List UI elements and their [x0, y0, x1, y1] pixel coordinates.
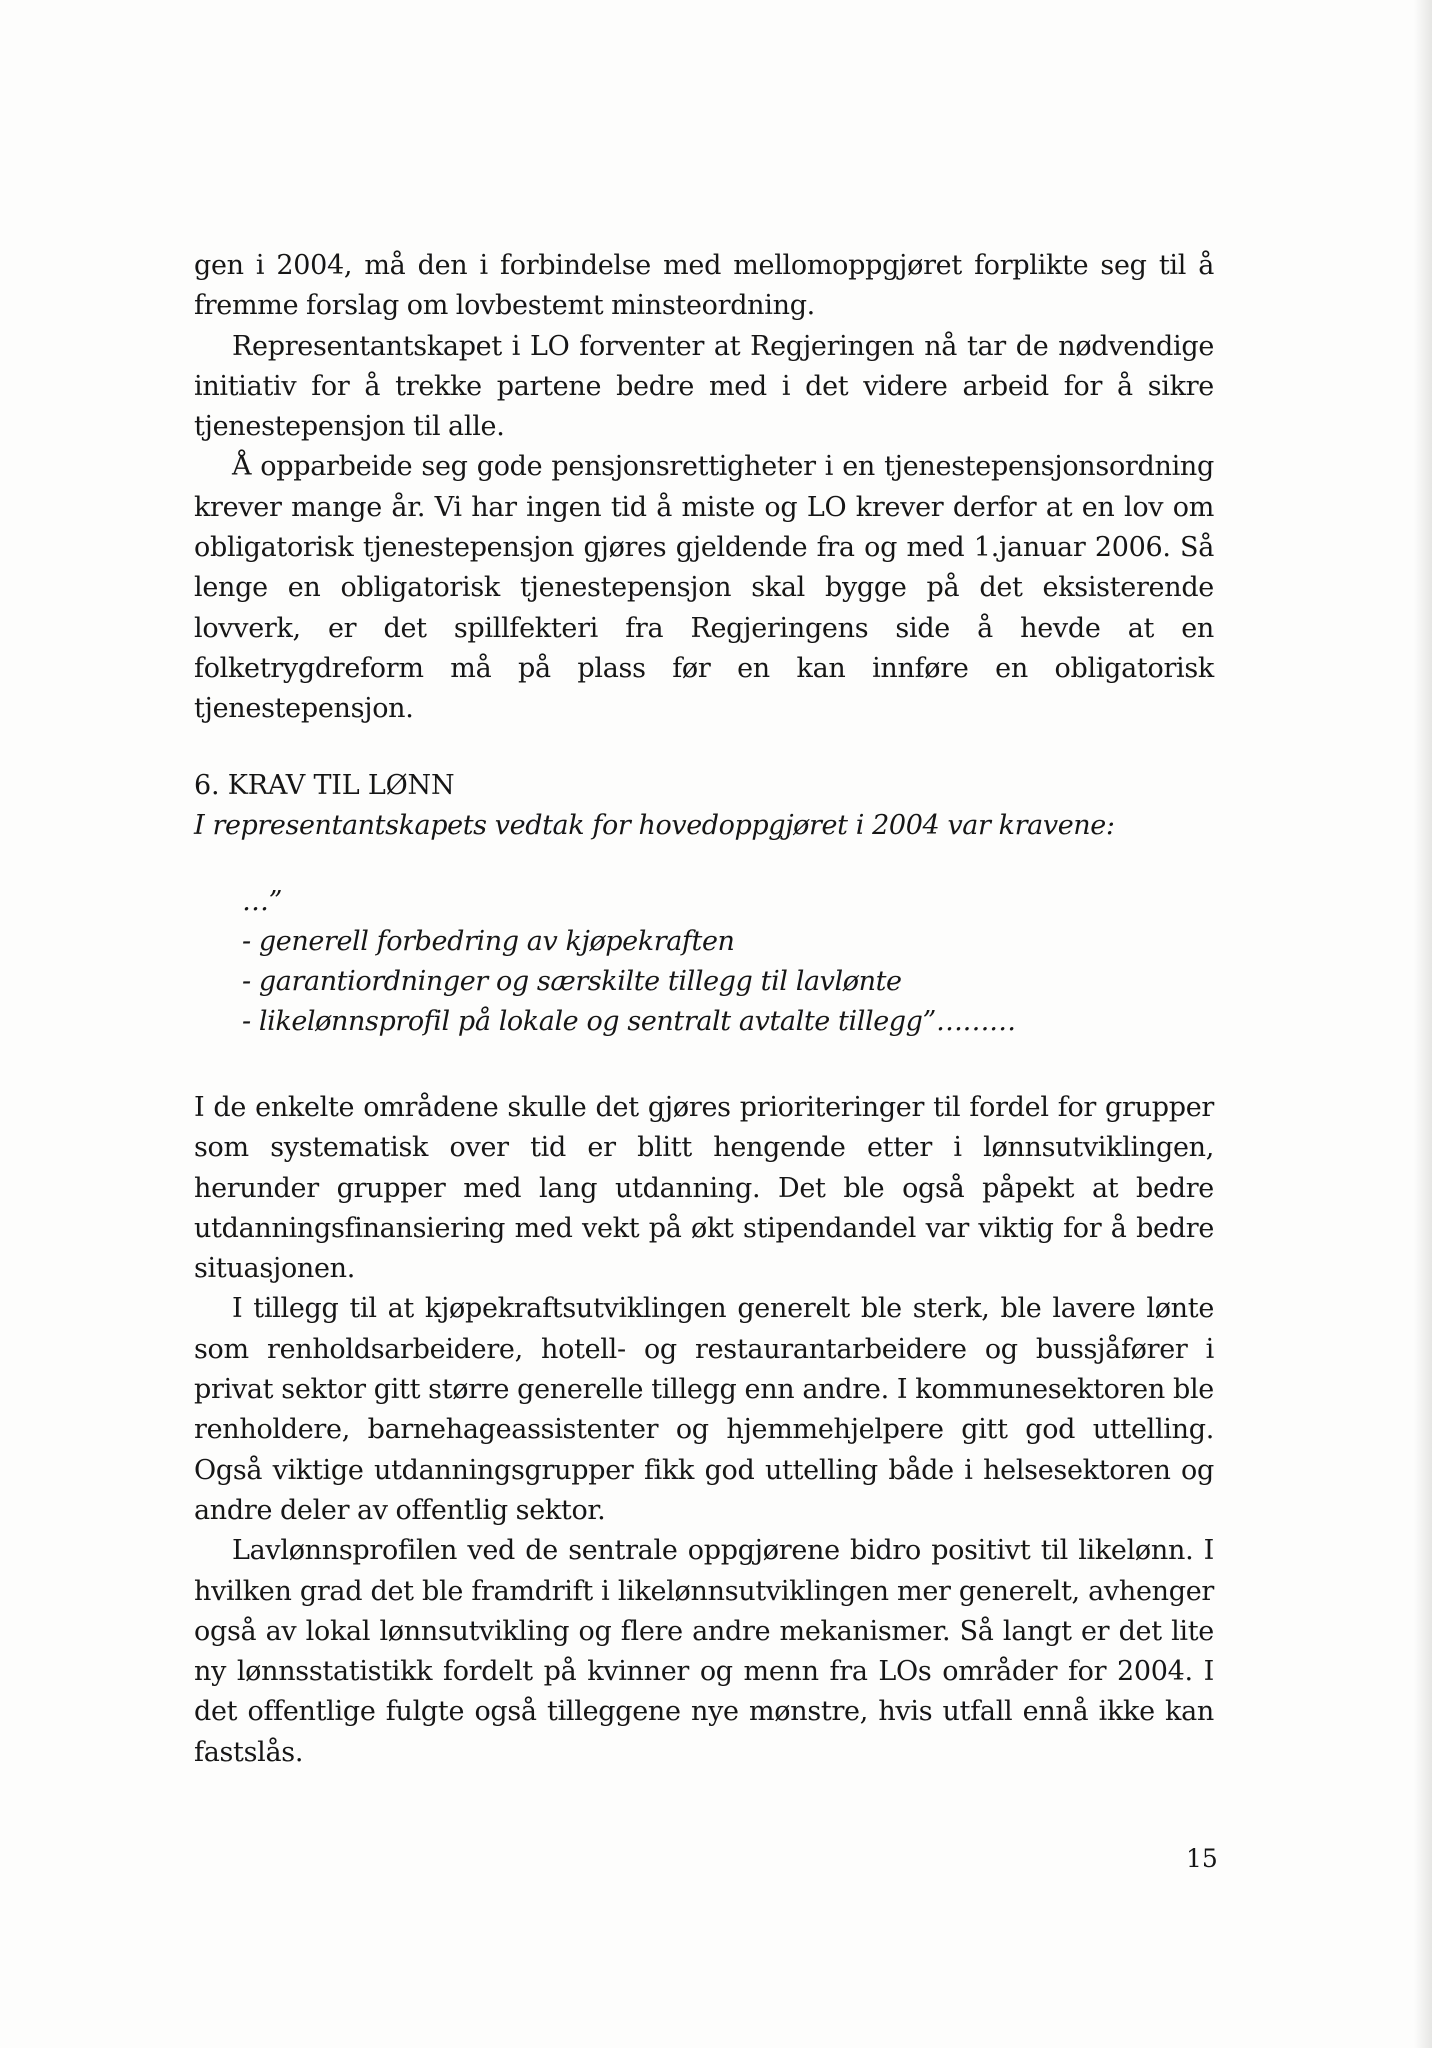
- top-text-block: [194, 246, 1214, 730]
- section-krav-til-lonn: [194, 766, 1214, 846]
- section-heading: 6. KRAV TIL LØNN: [194, 770, 455, 801]
- quote-item: - generell forbedring av kjøpekraften: [242, 926, 735, 957]
- paragraph-prioriteringer: I de enkelte områdene skulle det gjøres prioriteringer til fordel for grupper som systematisk over tid er blitt hengende etter i lønnsutviklingen, herunder grupper med lang utdanning. Det ble også påpekt at bedre utdanningsfinansiering med vekt på økt stipendandel var viktig for å bedre situasjonen.: [194, 1092, 1214, 1285]
- paragraph-continuation: gen i 2004, må den i forbindelse med mellomoppgjøret forplikte seg til å fremme forslag om lovbestemt minsteordning.: [194, 250, 1214, 322]
- quote-block: [194, 882, 1214, 1042]
- paragraph-pensjonsrettigheter: Å opparbeide seg gode pensjonsrettigheter i en tjenestepensjonsordning krever mange år. Vi har ingen tid å miste og LO krever derfor at en lov om obligatorisk tjenestepensjon gjøres gjeldende fra og med 1.januar 2006. Så lenge en obligatorisk tjenestepensjon skal bygge på det eksisterende lovverk, er det spillfekteri fra Regjeringens side å hevde at en folketrygdreform må på plass før en kan innføre en obligatorisk tjenestepensjon.: [194, 451, 1214, 725]
- bottom-text-block: [194, 1088, 1214, 1773]
- quote-item: - garantiordninger og særskilte tillegg til lavlønte: [242, 966, 902, 997]
- paragraph-kjopekraft: I tillegg til at kjøpekraftsutviklingen generelt ble sterk, ble lavere lønte som renholdsarbeidere, hotell- og restaurantarbeidere og bussjåfører i privat sektor gitt større generelle tillegg enn andre. I kommunesektoren ble renholdere, barnehageassistenter og hjemmehjelpere gitt god uttelling. Også viktige utdanningsgrupper fikk god uttelling både i helsesektoren og andre deler av offentlig sektor.: [194, 1293, 1214, 1526]
- page-number: 15: [1186, 1844, 1218, 1873]
- section-intro: I representantskapets vedtak for hovedoppgjøret i 2004 var kravene:: [194, 810, 1115, 841]
- paragraph-lavlonnsprofilen: Lavlønnsprofilen ved de sentrale oppgjørene bidro positivt til likelønn. I hvilken grad det ble framdrift i likelønnsutviklingen mer generelt, avhenger også av lokal lønnsutvikling og flere andre mekanismer. Så langt er det lite ny lønnsstatistikk fordelt på kvinner og menn fra LOs områder for 2004. I det offentlige fulgte også tilleggene nye mønstre, hvis utfall ennå ikke kan fastslås.: [194, 1535, 1214, 1768]
- quote-opening: …”: [242, 886, 283, 917]
- paragraph-representantskapet: Representantskapet i LO forventer at Regjeringen nå tar de nødvendige initiativ for å trekke partene bedre med i det videre arbeid for å sikre tjenestepensjon til alle.: [194, 330, 1214, 443]
- page-edge-shadow: [1414, 0, 1432, 2048]
- quote-item: - likelønnsprofil på lokale og sentralt avtalte tillegg”………: [242, 1006, 1016, 1037]
